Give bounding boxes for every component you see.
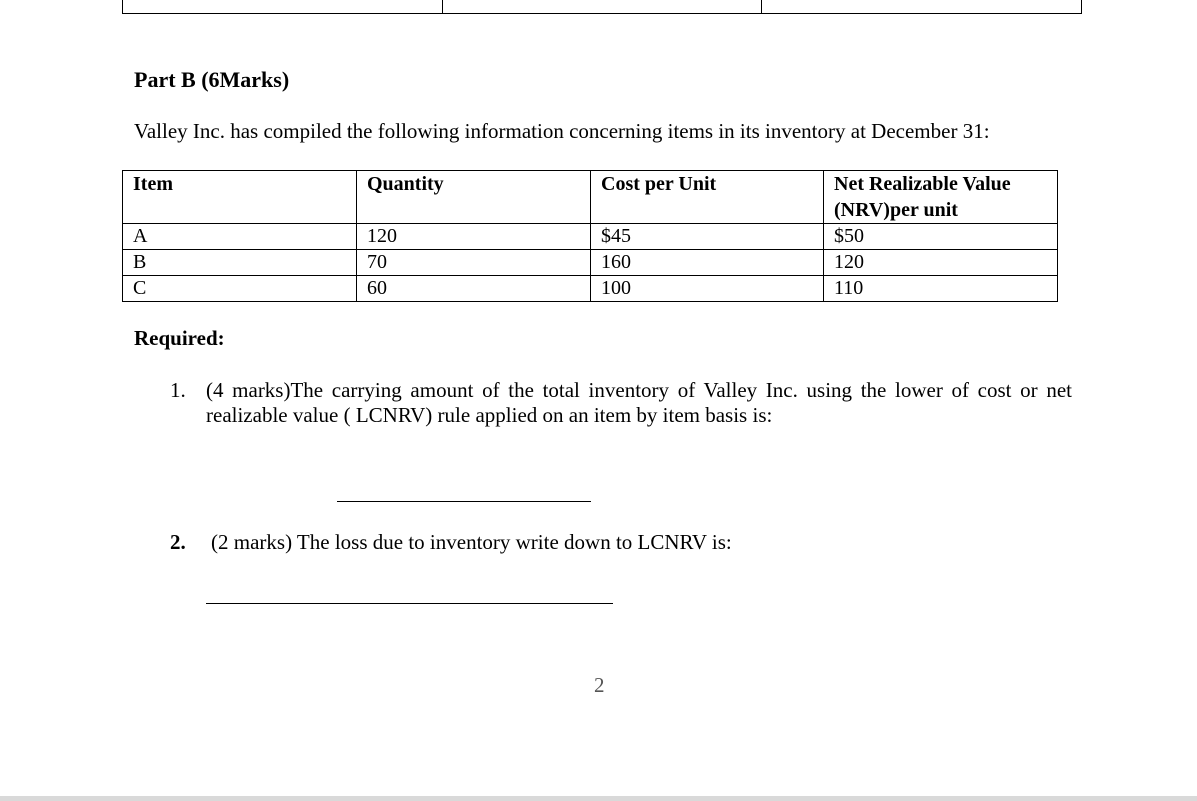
required-label: Required: — [134, 326, 225, 350]
cell-cost: $45 — [591, 224, 824, 250]
question-2-number: 2. — [170, 530, 186, 554]
cell-item: A — [123, 224, 357, 250]
previous-table-cell — [443, 0, 763, 13]
table-row — [123, 276, 1058, 302]
inventory-table — [122, 170, 1058, 302]
cell-quantity: 120 — [357, 224, 591, 250]
cell-cost: 100 — [591, 276, 824, 302]
page-bottom-divider — [0, 796, 1197, 801]
page-number: 2 — [594, 673, 605, 697]
header-item: Item — [123, 171, 357, 224]
cell-nrv: $50 — [824, 224, 1058, 250]
intro-text: Valley Inc. has compiled the following information concerning items in its inventory at December 31: — [134, 119, 990, 143]
section-heading: Part B (6Marks) — [134, 67, 290, 92]
cell-quantity: 70 — [357, 250, 591, 276]
previous-table-bottom — [122, 0, 1082, 14]
cell-nrv: 110 — [824, 276, 1058, 302]
previous-table-cell — [762, 0, 1081, 13]
table-row — [123, 250, 1058, 276]
question-1-text: (4 marks)The carrying amount of the total inventory of Valley Inc. using the lower of cost or net realizable value ( LCNRV) rule applied on an item by item basis is: — [206, 378, 1072, 427]
answer-1-blank-line — [337, 501, 591, 502]
header-nrv-per-unit: Net Realizable Value (NRV)per unit — [824, 171, 1058, 224]
answer-2-blank-line — [206, 603, 613, 604]
cell-quantity: 60 — [357, 276, 591, 302]
cell-cost: 160 — [591, 250, 824, 276]
previous-table-cell — [123, 0, 443, 13]
cell-item: C — [123, 276, 357, 302]
table-header-row — [123, 171, 1058, 224]
header-quantity: Quantity — [357, 171, 591, 224]
cell-nrv: 120 — [824, 250, 1058, 276]
header-cost-per-unit: Cost per Unit — [591, 171, 824, 224]
table-row — [123, 224, 1058, 250]
cell-item: B — [123, 250, 357, 276]
question-2-text: (2 marks) The loss due to inventory write down to LCNRV is: — [211, 530, 732, 554]
question-1-number: 1. — [170, 378, 186, 402]
